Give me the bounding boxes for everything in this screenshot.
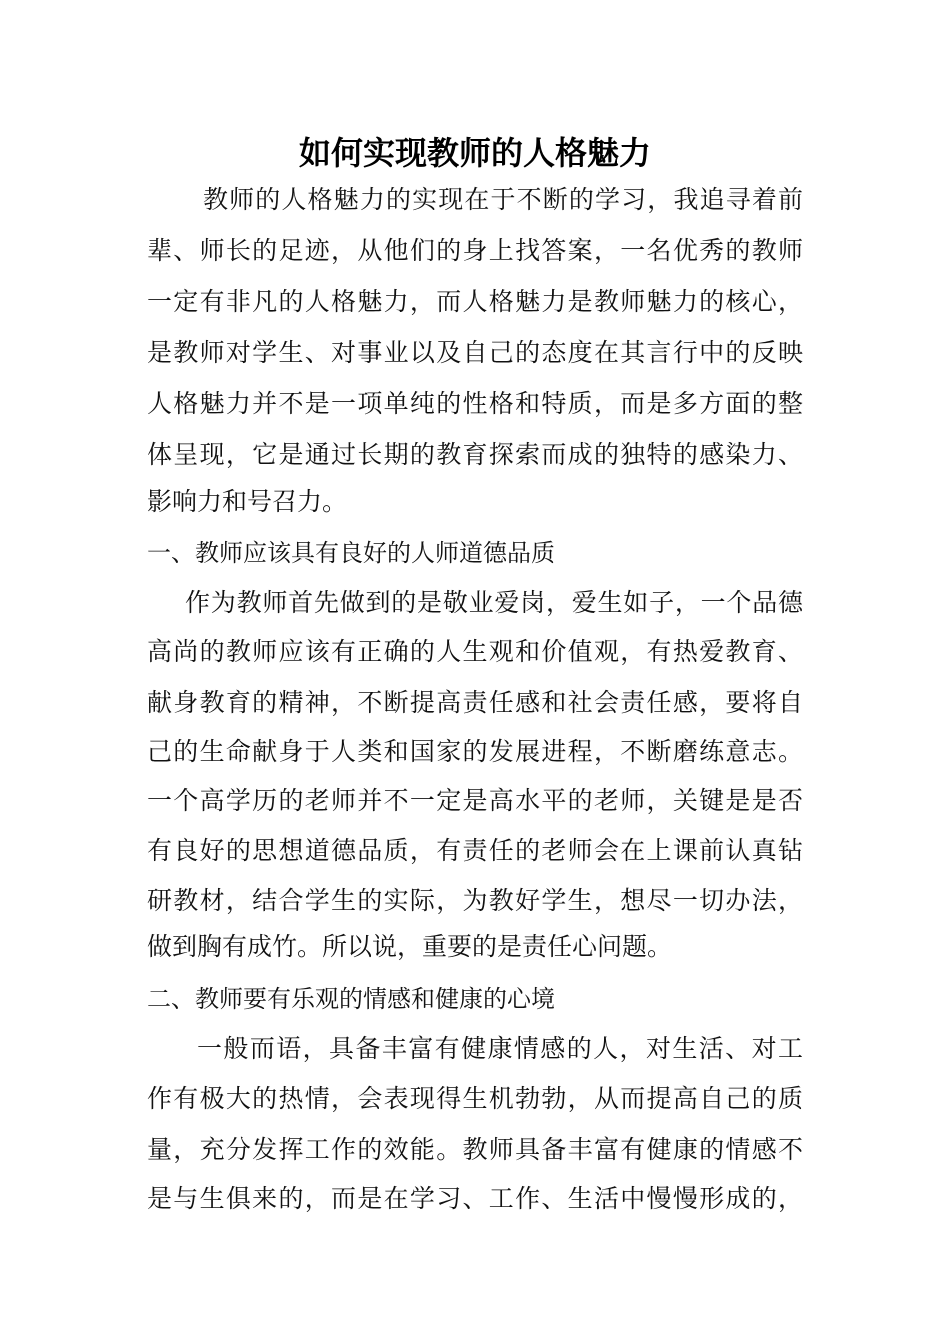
paragraph-line: 辈、师长的足迹，从他们的身上找答案，一名优秀的教师 xyxy=(147,236,803,265)
paragraph-line: 量，充分发挥工作的效能。教师具备丰富有健康的情感不 xyxy=(147,1135,803,1164)
paragraph-line: 是教师对学生、对事业以及自己的态度在其言行中的反映 xyxy=(147,338,803,367)
paragraph-line: 人格魅力并不是一项单纯的性格和特质，而是多方面的整 xyxy=(147,389,803,418)
paragraph-line: 体呈现，它是通过长期的教育探索而成的独特的感染力、 xyxy=(147,440,803,469)
paragraph-line: 影响力和号召力。 xyxy=(147,487,348,516)
paragraph-line: 是与生俱来的，而是在学习、工作、生活中慢慢形成的， xyxy=(147,1184,803,1213)
section-heading: 二、教师要有乐观的情感和健康的心境 xyxy=(147,985,555,1013)
document-title: 如何实现教师的人格魅力 xyxy=(298,134,651,172)
paragraph-line: 一个高学历的老师并不一定是高水平的老师，关键是是否 xyxy=(147,786,803,815)
paragraph-line: 做到胸有成竹。所以说，重要的是责任心问题。 xyxy=(147,932,673,961)
paragraph-line: 研教材，结合学生的实际，为教好学生，想尽一切办法， xyxy=(147,886,803,915)
paragraph-line: 己的生命献身于人类和国家的发展进程，不断磨练意志。 xyxy=(147,737,803,766)
paragraph-line: 教师的人格魅力的实现在于不断的学习，我追寻着前 xyxy=(203,185,803,214)
paragraph-line: 作为教师首先做到的是敬业爱岗，爱生如子，一个品德 xyxy=(185,588,803,617)
paragraph-line: 高尚的教师应该有正确的人生观和价值观，有热爱教育、 xyxy=(147,637,803,666)
paragraph-line: 一般而语，具备丰富有健康情感的人，对生活、对工 xyxy=(197,1034,803,1063)
paragraph-line: 一定有非凡的人格魅力，而人格魅力是教师魅力的核心， xyxy=(147,287,803,316)
paragraph-line: 作有极大的热情，会表现得生机勃勃，从而提高自己的质 xyxy=(147,1084,803,1113)
section-heading: 一、教师应该具有良好的人师道德品质 xyxy=(147,539,555,567)
paragraph-line: 献身教育的精神，不断提高责任感和社会责任感，要将自 xyxy=(147,688,803,717)
paragraph-line: 有良好的思想道德品质，有责任的老师会在上课前认真钻 xyxy=(147,836,803,865)
